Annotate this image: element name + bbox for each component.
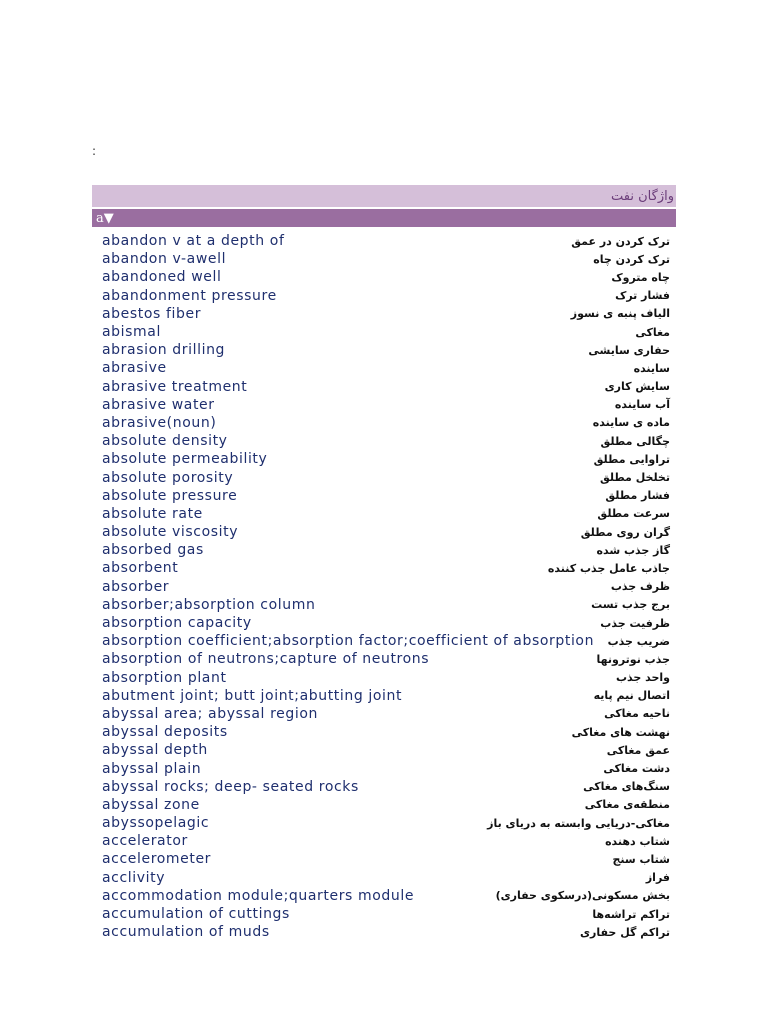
english-term: absolute porosity [102,469,234,486]
english-term: abrasive water [102,396,215,413]
glossary-row [102,596,670,614]
persian-term: تخلخل مطلق [599,471,670,485]
glossary-row [102,414,670,432]
english-term: abandon v at a depth of [102,233,285,250]
english-term: abismal [102,324,161,341]
persian-term: فشار ترک [615,289,670,303]
english-term: absolute density [102,433,228,450]
glossary-row [102,650,670,668]
persian-term: گران روی مطلق [580,525,670,539]
english-term: abutment joint; butt joint;abutting joint [102,687,403,704]
english-term: abrasive(noun) [102,414,217,431]
persian-term: شتاب دهنده [605,834,670,848]
english-term: abrasion drilling [102,342,226,359]
persian-term: حفاری سایشی [588,343,670,357]
persian-term: بخش مسکونی(درسکوی حفاری) [495,889,670,903]
glossary-row [102,759,670,777]
english-term: absorption capacity [102,615,252,632]
glossary-row [102,487,670,505]
glossary-row [102,305,670,323]
english-term: abyssal area; abyssal region [102,705,318,722]
english-term: absolute pressure [102,487,238,504]
glossary-row [102,523,670,541]
persian-term: مغاکی [635,325,670,339]
english-term: absorption plant [102,669,227,686]
persian-term: ماده ی ساینده [592,416,670,430]
english-term: accelerator [102,833,188,850]
english-term: absorbed gas [102,542,204,559]
english-term: abestos fiber [102,305,202,322]
english-term: abyssal plain [102,760,202,777]
colon-mark: : [92,144,97,158]
persian-term: ظرفیت جذب [600,616,670,630]
persian-term: نهشت های مغاکی [571,725,670,739]
persian-term: ناحیه مغاکی [604,707,670,721]
glossary-row [102,468,670,486]
glossary-row [102,378,670,396]
glossary-row [102,669,670,687]
persian-term: دشت مغاکی [603,762,670,776]
english-term: absorber [102,578,170,595]
glossary-row [102,687,670,705]
glossary-row [102,396,670,414]
english-term: abyssal deposits [102,724,228,741]
persian-term: ظرف جذب [610,580,670,594]
glossary-row [102,814,670,832]
glossary-row [102,359,670,377]
glossary-row [102,632,670,650]
english-term: accommodation module;quarters module [102,887,415,904]
english-term: accumulation of muds [102,924,270,941]
english-term: abandon v-awell [102,251,227,268]
glossary-row [102,614,670,632]
english-term: absorption of neutrons;capture of neutrons [102,651,430,668]
persian-term: جذب نوترونها [596,652,670,666]
glossary-row [102,541,670,559]
english-term: abandonment pressure [102,287,277,304]
english-term: abyssal rocks; deep- seated rocks [102,778,359,795]
english-term: abyssopelagic [102,815,210,832]
glossary-row [102,887,670,905]
glossary-row [102,869,670,887]
persian-term: فشار مطلق [605,489,670,503]
glossary-row [102,923,670,941]
persian-term: سرعت مطلق [597,507,670,521]
persian-term: منطقه‌ی مغاکی [584,798,670,812]
persian-term: جاذب عامل جذب کننده [547,561,670,575]
persian-term: چگالی مطلق [600,434,670,448]
english-term: abrasive treatment [102,378,248,395]
persian-term: اتصال نیم پایه [593,689,670,703]
letter-section-label: a▼ [96,210,114,226]
persian-term: ساینده [633,361,670,375]
persian-term: واحد جذب [615,671,670,685]
persian-term: فراز [645,871,670,885]
glossary-row [102,559,670,577]
glossary-row [102,268,670,286]
english-term: absolute rate [102,505,203,522]
glossary-row [102,505,670,523]
english-term: absorbent [102,560,179,577]
persian-term: برج جذب تست [591,598,670,612]
glossary-row [102,705,670,723]
english-term: absolute permeability [102,451,268,468]
persian-term: ترک کردن در عمق [571,234,670,248]
english-term: absorption coefficient;absorption factor;coefficient of absorption [102,633,595,650]
persian-term: تراوایی مطلق [593,452,670,466]
glossary-row [102,341,670,359]
glossary-row [102,250,670,268]
glossary-row [102,796,670,814]
glossary-row [102,323,670,341]
english-term: absorber;absorption column [102,596,316,613]
persian-term: ضریب جذب [607,634,670,648]
english-term: accelerometer [102,851,212,868]
glossary-row [102,232,670,250]
persian-term: گاز جذب شده [596,543,670,557]
persian-term: سنگ‌های مغاکی [583,780,670,794]
english-term: abandoned well [102,269,222,286]
persian-term: چاه متروک [611,270,670,284]
english-term: abyssal depth [102,742,208,759]
persian-term: الیاف پنبه ی نسوز [570,307,670,321]
persian-term: ترک کردن چاه [593,252,670,266]
persian-term: تراکم گل حفاری [579,925,670,939]
persian-term: تراکم تراشه‌ها [592,907,670,921]
letter-section-header[interactable] [92,209,676,227]
english-term: abrasive [102,360,167,377]
glossary-row [102,741,670,759]
glossary-list [102,232,670,941]
persian-term: مغاکی-دریایی وابسته به دریای باز [487,816,670,830]
english-term: acclivity [102,869,166,886]
glossary-title-bar [92,185,676,207]
glossary-row [102,450,670,468]
persian-term: سایش کاری [604,380,670,394]
glossary-row [102,578,670,596]
glossary-title: واژگان نفت [611,188,674,204]
persian-term: آب ساینده [614,398,670,412]
glossary-row [102,832,670,850]
glossary-row [102,287,670,305]
glossary-row [102,432,670,450]
glossary-row [102,850,670,868]
glossary-row [102,905,670,923]
persian-term: شتاب سنج [612,852,670,866]
glossary-row [102,778,670,796]
persian-term: عمق مغاکی [606,743,670,757]
glossary-row [102,723,670,741]
english-term: abyssal zone [102,796,200,813]
english-term: accumulation of cuttings [102,906,290,923]
english-term: absolute viscosity [102,524,239,541]
